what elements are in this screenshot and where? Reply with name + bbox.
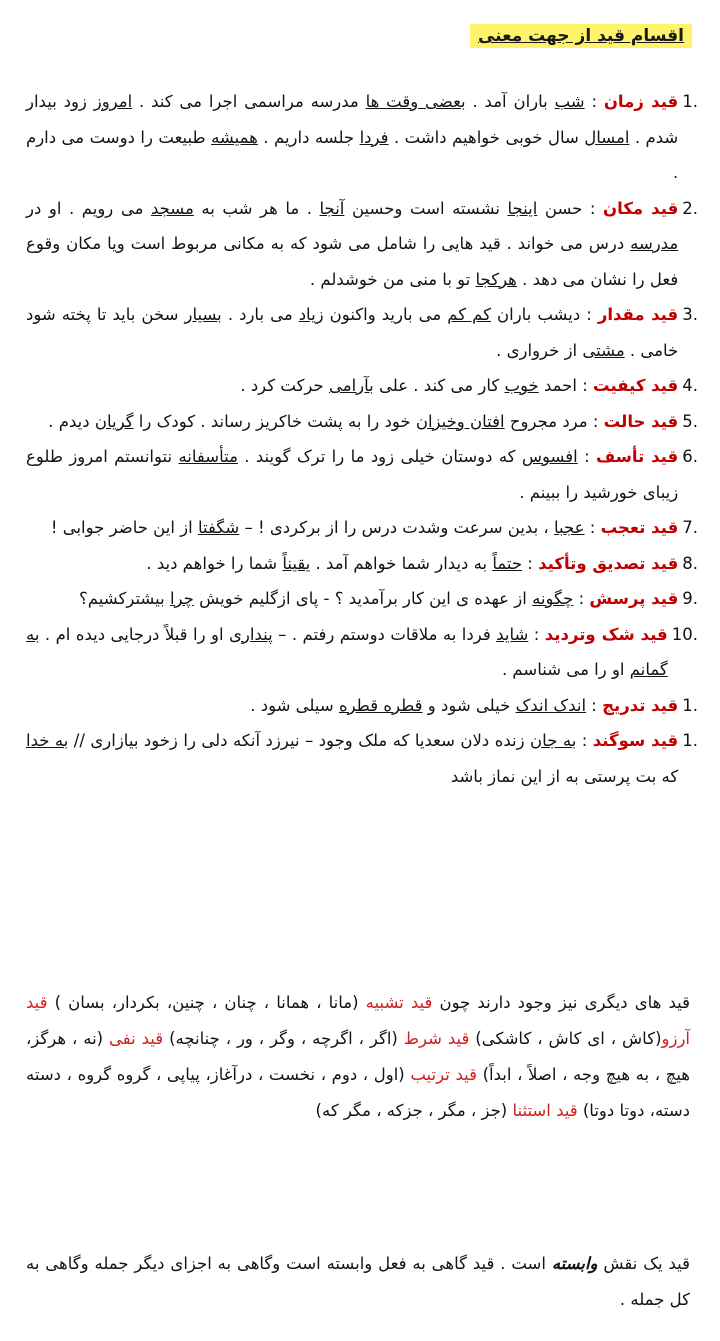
underlined-adverb: عجبا (553, 518, 585, 537)
text-run: کار می کند . علی (373, 376, 505, 395)
item-label: قید سوگند (592, 731, 679, 750)
underlined-adverb: متأسفانه (178, 447, 238, 466)
underlined-adverb: حتماً (492, 553, 523, 573)
text-run: : مرد مجروح (504, 411, 604, 431)
list-item (26, 510, 698, 546)
item-text (26, 510, 678, 546)
list-item (26, 404, 698, 440)
adverb-type-name: قید نفی (109, 1029, 164, 1048)
text-run: : (577, 447, 597, 466)
text-run: : (522, 553, 539, 573)
item-number: .6 (682, 447, 698, 466)
text-run: می بارد . (221, 305, 299, 324)
underlined-adverb: اینجا (507, 198, 538, 218)
underlined-adverb: شگفتا (197, 518, 240, 537)
text-run: حرکت کرد . (240, 376, 329, 395)
underlined-adverb: افتان وخیزان (415, 411, 505, 431)
list-item (26, 581, 698, 617)
text-run: قید های دیگری نیز وجود دارند چون (432, 993, 690, 1012)
item-label: قید شک وتردید (544, 624, 668, 644)
adverb-type-name: قید تشبیه (365, 993, 433, 1012)
text-run: خود را به پشت خاکریز رساند . کودک را (133, 411, 416, 431)
text-run: (مانا ، همانا ، چنان ، چنین، بکردار، بسان ) (47, 993, 366, 1012)
text-run: می بارید واکنون (323, 305, 448, 324)
item-number: .10 (671, 624, 698, 644)
underlined-adverb: مدرسه (630, 234, 679, 253)
underlined-adverb: امروز (93, 92, 133, 111)
list-item (26, 297, 698, 368)
text-run: . ما هر شب به (193, 198, 320, 218)
underlined-adverb: همیشه (211, 127, 258, 147)
item-text (26, 84, 678, 191)
text-run: (جز ، مگر ، جزکه ، مگر که) (315, 1101, 513, 1120)
list-item (26, 84, 698, 191)
underlined-adverb: آنجا (319, 198, 345, 218)
underlined-adverb: امسال (584, 127, 630, 147)
text-run: از عهده ی این کار برآمدید ؟ - پای ازگلیم خویش (193, 589, 533, 608)
item-number: .1 (682, 695, 698, 715)
item-number: .4 (682, 376, 698, 395)
text-run: : (586, 695, 603, 715)
text-run: زود بیدار شدم . (26, 92, 679, 147)
text-run: فردا به ملاقات دوستم رفتم . – (272, 624, 497, 644)
text-run: : (573, 589, 590, 608)
text-run: جلسه داریم . (257, 127, 360, 147)
item-text (26, 581, 678, 617)
item-text (26, 191, 678, 298)
item-text (26, 368, 678, 404)
underlined-adverb: هرکجا (475, 269, 517, 289)
underlined-adverb: کم کم (447, 305, 491, 324)
item-text (26, 439, 678, 510)
text-run: خیلی شود و (422, 695, 516, 715)
item-number: .7 (682, 518, 698, 537)
text-run: : (584, 518, 601, 537)
list-item (26, 439, 698, 510)
text-run: شما را خواهم دید . (146, 553, 283, 573)
adverb-type-name: قید شرط (403, 1029, 470, 1048)
underlined-adverb: بعضی وقت ها (365, 92, 466, 111)
page-title: اقسام قید از جهت معنی (470, 24, 692, 48)
text-run: : حسن (537, 198, 604, 218)
text-run: تو با منی من خوشدلم . (309, 269, 476, 289)
underlined-adverb: بسیار (184, 305, 222, 324)
item-number: .9 (682, 589, 698, 608)
underlined-adverb: اندک اندک (515, 695, 587, 715)
text-run: سال خوبی خواهیم داشت . (388, 127, 585, 147)
underlined-adverb: خوب (504, 376, 539, 395)
text-run: به دیدار شما خواهم آمد . (310, 553, 493, 573)
text-run: (کاش ، ای کاش ، کاشکی) (469, 1029, 662, 1048)
text-run: سیلی شود . (250, 695, 339, 715)
underlined-adverb: افسوس (521, 447, 578, 466)
underlined-adverb: چرا (169, 589, 194, 608)
item-number: .1 (682, 731, 698, 750)
underlined-adverb: مشتی (582, 340, 625, 360)
item-label: قید کیفیت (593, 376, 679, 395)
title-wrap (470, 24, 692, 48)
list-item (26, 617, 698, 688)
underlined-adverb: شب (554, 92, 585, 111)
text-run: مدرسه مراسمی اجرا می کند . (132, 92, 366, 111)
item-number: .2 (682, 198, 698, 218)
text-run: سخن باید تا پخته شود خامی . (26, 305, 679, 360)
underlined-adverb: یقیناً (282, 553, 311, 573)
underlined-adverb: قطره قطره (338, 695, 423, 715)
item-text (26, 404, 678, 440)
item-text (26, 546, 678, 582)
text-run: نشسته است وحسین (344, 198, 508, 218)
adverb-types-list (26, 84, 698, 794)
text-run: از خرواری . (496, 340, 583, 360)
item-label: قید حالت (603, 411, 679, 431)
text-run: (اگر ، اگرچه ، وگر ، ور ، چنانچه) (163, 1029, 404, 1048)
text-run: نتوانستم امروز طلوع زیبای خورشید را ببینم . (26, 447, 679, 502)
text-run: قید یک نقش (597, 1254, 690, 1273)
other-adverbs-paragraph (26, 985, 690, 1129)
text-run: : دیشب باران (490, 305, 598, 324)
underlined-adverb: مسجد (150, 198, 194, 218)
item-text (26, 297, 678, 368)
text-run: از این حاضر جوابی ! (50, 518, 198, 537)
adverb-role-paragraph (26, 1246, 690, 1318)
item-number: .8 (682, 553, 698, 573)
item-label: قید تعجب (600, 518, 679, 537)
adverb-type-name: قید ترتیب (410, 1065, 477, 1084)
text-run: ، بدین سرعت وشدت درس را از برکردی ! – (239, 518, 554, 537)
underlined-adverb: به خدا (26, 731, 69, 750)
underlined-adverb: زیاد (298, 305, 324, 324)
underlined-adverb: بآرامی (328, 376, 374, 395)
emphasis-word: وابسته (551, 1254, 598, 1273)
underlined-adverb: شاید (496, 624, 529, 644)
item-number: .1 (682, 92, 698, 111)
item-label: قید مقدار (597, 305, 679, 324)
list-item (26, 723, 698, 794)
item-label: قید زمان (603, 92, 679, 111)
list-item (26, 191, 698, 298)
underlined-adverb: به جان (530, 731, 577, 750)
adverb-type-name: قید آرزو (26, 993, 691, 1048)
text-run: : (584, 92, 604, 111)
text-run: (اول ، دوم ، نخست ، درآغاز، پیاپی ، گروه گروه ، دسته دسته، دوتا دوتا) (26, 1065, 690, 1120)
list-item (26, 546, 698, 582)
item-label: قید تصدیق وتأکید (538, 553, 679, 573)
text-run: بیشترکشیم؟ (79, 589, 170, 608)
text-run: طبیعت را دوست می دارم . (26, 127, 679, 182)
underlined-adverb: چگونه (532, 589, 574, 608)
text-run: او را قبلاً درجایی دیده ام . (39, 624, 230, 644)
text-run: که دوستان خیلی زود ما را ترک گویند . (237, 447, 522, 466)
text-run: درس می خواند . قید هایی را شامل می شود که به مکانی مربوط است ویا مکان وقوع فعل را نشان می دهد . (26, 234, 679, 289)
text-run: : احمد (538, 376, 594, 395)
item-number: .5 (682, 411, 698, 431)
item-label: قید مکان (603, 198, 679, 218)
text-run: : (528, 624, 545, 644)
text-run: که بت پرستی به از این نماز باشد (450, 766, 679, 786)
list-item (26, 368, 698, 404)
item-label: قید تأسف (596, 447, 679, 466)
text-run: است . قید گاهی به فعل وابسته است وگاهی به اجزای دیگر جمله وگاهی به کل جمله . (26, 1254, 690, 1309)
underlined-adverb: فردا (359, 127, 389, 147)
list-item (26, 688, 698, 724)
item-number: .3 (682, 305, 698, 324)
text-run: : (576, 731, 593, 750)
text-run: زنده دلان سعدیا که ملک وجود – نیرزد آنکه دلی را زخود بیازاری // (68, 731, 531, 750)
underlined-adverb: گریان (94, 411, 134, 431)
item-text (26, 688, 678, 724)
underlined-adverb: به گمانم (26, 624, 668, 679)
text-run: او را می شناسم . (501, 660, 630, 679)
text-run: (نه ، هرگز، هیچ ، به هیچ وجه ، اصلاً ، ابداً) (26, 1029, 690, 1084)
item-text (26, 723, 678, 794)
item-label: قید پرسش (589, 589, 679, 608)
underlined-adverb: پنداری (229, 624, 273, 644)
adverb-type-name: قید استثنا (512, 1101, 578, 1120)
text-run: دیدم . (48, 411, 95, 431)
text-run: باران آمد . (465, 92, 555, 111)
item-text (26, 617, 668, 688)
text-run: می رویم . او در (26, 198, 151, 218)
item-label: قید تدریج (602, 695, 679, 715)
